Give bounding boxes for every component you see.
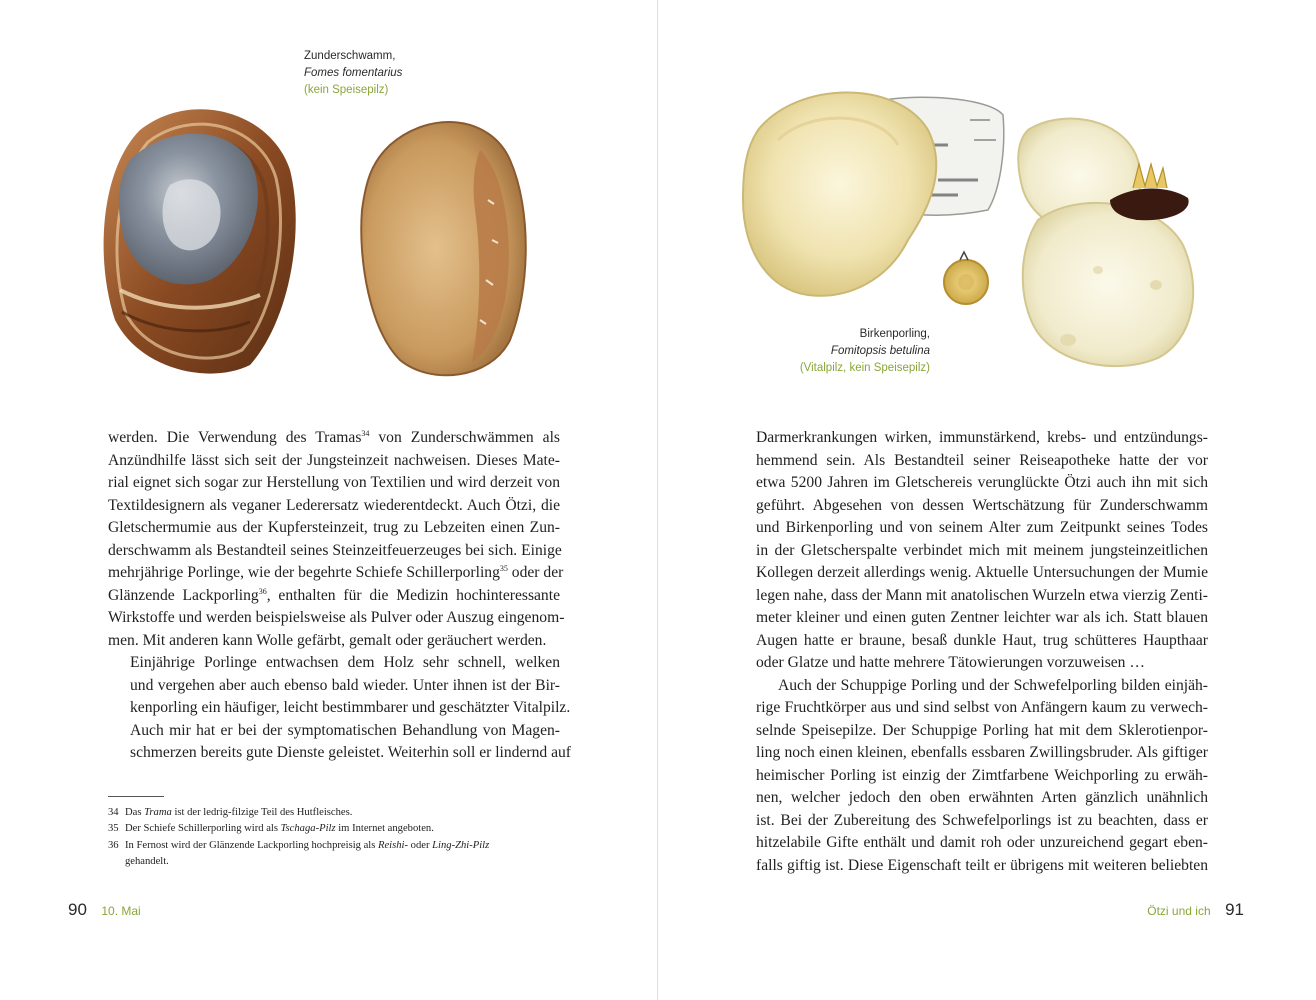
text-line: Gletschermumie aus der Kupfersteinzeit, trug zu Lebzeiten einen Zun- [108, 519, 560, 536]
footnote-ref[interactable]: 36 [258, 586, 267, 596]
running-head: 10. Mai [101, 904, 141, 918]
caption-edibility-note: (kein Speisepilz) [304, 84, 389, 96]
caption-latin-name: Fomitopsis betulina [830, 345, 930, 357]
text-line: falls giftig ist. Diese Eigenschaft teilt er übrigens mit weiteren beliebten [756, 856, 1208, 874]
caption-edibility-note: (Vitalpilz, kein Speisepilz) [799, 362, 930, 374]
footnote: 36 In Fernost wird der Glänzende Lackporling hochpreisig als Reishi- oder Ling-Zhi-Pilz gehandelt. [108, 839, 490, 867]
footnote-ref[interactable]: 34 [361, 429, 370, 438]
text-line: nen, welcher jedoch den oben erwähnten Arten gänzlich unähnlich [756, 789, 1208, 806]
illustration-caption [710, 326, 930, 377]
text-line: hitzelabile Gifte enthält und damit roh oder unzureichend gegart eben- [756, 834, 1208, 851]
text-line: Wirkstoffe und werden beispielsweise als Pulver oder Auszug eingenom- [108, 609, 565, 626]
text-line: oder Glatze und hatte mehrere Tätowierungen vorzuweisen … [756, 654, 1145, 671]
text-line: Darmerkrankungen wirken, immunstärkend, krebs- und entzündungs- [756, 429, 1208, 446]
illustration-caption [304, 48, 402, 99]
paragraph [108, 427, 565, 652]
text-line: ist. Bei der Zubereitung des Schwefelporlings ist zu beachten, dass er [756, 811, 1208, 829]
footnote-number: 34 [108, 807, 119, 818]
paragraph [108, 652, 571, 765]
footnote: 34 Das Trama ist der ledrig-filzige Teil des Hutfleisches. [108, 805, 548, 821]
text-line: schmerzen bereits gute Dienste geleistet. Weiterhin soll er lindernd auf [130, 744, 571, 761]
text-line: Kollegen derzeit allerdings wenig. Aktuelle Untersuchungen der Mumie [756, 564, 1208, 581]
page-number: 91 [1225, 900, 1244, 919]
text-line: in der Gletscherspalte verbindet mich mit meinem jungsteinzeitlichen [756, 541, 1208, 559]
text-line: heimischer Porling ist einzig der Zimtfarbene Weichporling zu erwäh- [756, 766, 1208, 784]
text-line: Auch mir hat er bei der symptomatischen Behandlung von Magen- [130, 721, 560, 739]
footnote-number: 35 [108, 823, 119, 835]
footnote: 35 Der Schiefe Schillerporling wird als Tschaga-Pilz im Internet angeboten. [108, 821, 548, 837]
text-line: Glänzende Lackporling$^{36}$, enthalten für die Medizin hochinteressante [108, 586, 560, 604]
text-line: etwa 5200 Jahren im Gletschereis verunglückte Ötzi auch ihn mit sich [756, 474, 1208, 491]
text-line: Augen hatte er braune, besaß dunkle Haut, trug schütteres Haupthaar [756, 631, 1208, 649]
page-number: 90 [68, 900, 87, 919]
text-line: rige Fruchtkörper aus und sind selbst von Anfängern kaum zu verwech- [756, 699, 1208, 716]
page-footer [1147, 900, 1244, 920]
text-line: Textildesignern als veganer Lederersatz wiederentdeckt. Auch Ötzi, die [108, 496, 560, 514]
text-line: kenporling ein häufiger, leicht bestimmbarer und geschätzter Vitalpilz. [130, 699, 571, 716]
text-line: hemmend sein. Als Bestandteil seiner Reiseapotheke hatte der vor [756, 451, 1208, 469]
text-line: Einjährige Porlinge entwachsen dem Holz sehr schnell, welken [130, 654, 560, 671]
paragraph [756, 427, 1208, 675]
paragraph [756, 675, 1208, 878]
footnote-ref[interactable]: 35 [499, 564, 508, 573]
text-line: rial eignet sich sogar zur Herstellung von Textilien und wird derzeit von [108, 474, 560, 491]
footnote-divider [108, 796, 164, 797]
page-footer [68, 900, 141, 920]
text-line: derschwamm als Bestandteil seines Steinzeitfeuerzeuges bei sich. Einige [108, 541, 562, 559]
caption-common-name: Birkenporling, [859, 328, 930, 340]
caption-latin-name: Fomes fomentarius [304, 67, 403, 79]
text-line: geführt. Abgesehen von dessen Wertschätzung für Zunderschwamm [756, 496, 1208, 514]
caption-common-name: Zunderschwamm, [304, 50, 396, 62]
text-line: und Birkenporling und von seinem Alter zum Zeitpunkt seines Todes [756, 519, 1208, 536]
text-line: legen nahe, dass der Mann mit anatolischen Wurzeln etwa vierzig Zenti- [756, 586, 1208, 604]
footnote-number: 36 [108, 839, 119, 851]
right-page [658, 0, 1316, 1000]
text-line: und vergehen aber auch ebenso bald wieder. Unter ihnen ist der Bir- [130, 676, 560, 694]
text-line: Auch der Schuppige Porling und der Schwefelporling bilden einjäh- [778, 676, 1208, 694]
text-line: mehrjährige Porlinge, wie der begehrte Schiefe Schillerporling$^{35}$ oder der [108, 564, 564, 581]
body-text [756, 427, 1208, 877]
text-line: men. Mit anderen kann Wolle gefärbt, gemalt oder geräuchert werden. [108, 631, 547, 649]
fomes-fomentarius-illustration [100, 90, 550, 390]
text-line: meter kleiner und einen guten Zentner leichter war als ich. Statt blauen [756, 609, 1208, 626]
text-line: Anzündhilfe lässt sich seit der Jungsteinzeit nachweisen. Dieses Mate- [108, 451, 560, 469]
text-line: selnde Speisepilze. Der Schuppige Porling hat mit dem Sklerotienpor- [756, 721, 1208, 739]
text-line: ling noch einen kleinen, ebenfalls essbaren Zwillingsbruder. Als giftiger [756, 744, 1208, 761]
body-text [108, 427, 571, 765]
footnotes [108, 805, 548, 870]
running-head: Ötzi und ich [1147, 904, 1211, 918]
text-line: werden. Die Verwendung des Tramas$^{34}$ von Zunderschwämmen als [108, 429, 560, 446]
